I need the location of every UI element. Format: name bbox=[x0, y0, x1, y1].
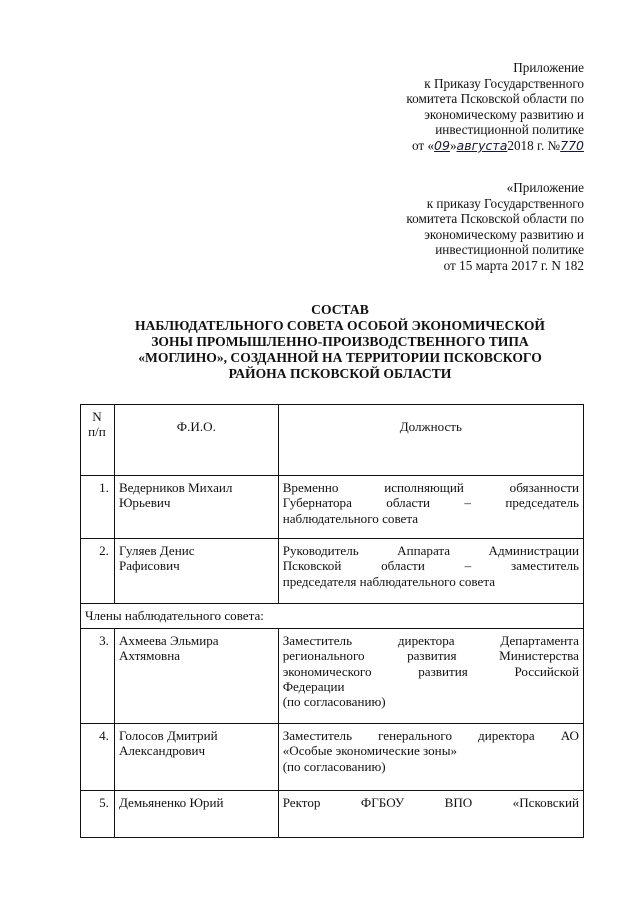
title-line: ЗОНЫ ПРОМЫШЛЕННО-ПРОИЗВОДСТВЕННОГО ТИПА bbox=[151, 334, 529, 349]
position-line: (по согласованию) bbox=[282, 758, 386, 774]
position-line: Руководитель Аппарата Администрации bbox=[282, 543, 579, 558]
table-row bbox=[81, 724, 584, 791]
document-title bbox=[60, 302, 620, 382]
handwritten-number: 770 bbox=[560, 137, 584, 153]
name-line: Рафисович bbox=[118, 558, 180, 574]
appendix-line: экономическому развитию и bbox=[424, 106, 584, 122]
prior-appendix-line: от 15 марта 2017 г. N 182 bbox=[443, 257, 584, 273]
handwritten-day: 09 bbox=[434, 137, 450, 153]
row-position bbox=[278, 629, 583, 724]
table-group-row bbox=[81, 604, 584, 629]
name-line: Демьяненко Юрий bbox=[118, 795, 224, 810]
name-line: Ахтямовна bbox=[118, 648, 181, 664]
appendix-line: инвестиционной политике bbox=[435, 122, 584, 138]
row-name bbox=[114, 539, 278, 604]
title-line: НАБЛЮДАТЕЛЬНОГО СОВЕТА ОСОБОЙ ЭКОНОМИЧЕСКОЙ bbox=[134, 318, 545, 333]
prior-appendix-line: «Приложение bbox=[506, 180, 584, 195]
title-line: СОСТАВ bbox=[311, 302, 369, 317]
row-position bbox=[278, 539, 583, 604]
appendix-line: комитета Псковской области по bbox=[406, 91, 584, 107]
appendix-block bbox=[406, 60, 584, 154]
order-date-line bbox=[406, 138, 584, 154]
position-line: экономического развития Российской bbox=[282, 663, 579, 679]
prior-appendix-block bbox=[406, 180, 584, 274]
prior-appendix-line: к приказу Государственного bbox=[426, 195, 584, 211]
table-row bbox=[81, 539, 584, 604]
name-line: Юрьевич bbox=[118, 495, 171, 511]
council-table bbox=[80, 404, 584, 838]
position-line: Ректор ФГБОУ ВПО «Псковский bbox=[282, 795, 579, 810]
name-line: Гуляев Денис bbox=[118, 543, 195, 558]
title-line: РАЙОНА ПСКОВСКОЙ ОБЛАСТИ bbox=[228, 366, 452, 381]
table-row bbox=[81, 629, 584, 724]
header-name: Ф.И.О. bbox=[114, 405, 278, 476]
handwritten-month: августа bbox=[456, 137, 508, 153]
row-position bbox=[278, 724, 583, 791]
table-row bbox=[81, 791, 584, 838]
header-num bbox=[81, 405, 115, 476]
position-line: регионального развития Министерства bbox=[282, 648, 579, 664]
header-num-line: N bbox=[92, 409, 102, 424]
position-line: Псковской области – заместитель bbox=[282, 558, 579, 574]
prior-appendix-line: экономическому развитию и bbox=[424, 226, 584, 242]
title-line: «МОГЛИНО», СОЗДАННОЙ НА ТЕРРИТОРИИ ПСКОВСКОГО bbox=[138, 350, 542, 365]
table-header-row bbox=[81, 405, 584, 476]
table-row bbox=[81, 476, 584, 539]
position-line: «Особые экономические зоны» bbox=[282, 743, 458, 759]
position-line: Губернатора области – председатель bbox=[282, 495, 579, 511]
row-name bbox=[114, 476, 278, 539]
name-line: Ведерников Михаил bbox=[118, 480, 233, 495]
row-num: 2. bbox=[81, 539, 115, 604]
row-position bbox=[278, 791, 583, 838]
name-line: Ахмеева Эльмира bbox=[118, 633, 219, 648]
group-label: Члены наблюдательного совета: bbox=[81, 604, 584, 629]
position-line: (по согласованию) bbox=[282, 694, 386, 710]
position-line: Федерации bbox=[282, 678, 345, 694]
date-prefix: от « bbox=[411, 137, 435, 153]
position-line: Временно исполняющий обязанности bbox=[282, 480, 579, 495]
row-name bbox=[114, 629, 278, 724]
position-line: Заместитель генерального директора АО bbox=[282, 728, 579, 743]
order-year-text: 2018 г. № bbox=[507, 137, 561, 153]
header-num-line: п/п bbox=[88, 424, 106, 440]
row-num: 5. bbox=[81, 791, 115, 838]
row-position bbox=[278, 476, 583, 539]
position-line: наблюдательного совета bbox=[282, 510, 419, 526]
row-num: 1. bbox=[81, 476, 115, 539]
name-line: Голосов Дмитрий bbox=[118, 728, 218, 743]
position-line: председателя наблюдательного совета bbox=[282, 573, 496, 589]
row-name bbox=[114, 791, 278, 838]
prior-appendix-line: инвестиционной политике bbox=[435, 242, 584, 258]
row-num: 3. bbox=[81, 629, 115, 724]
row-name bbox=[114, 724, 278, 791]
appendix-line: к Приказу Государственного bbox=[424, 75, 584, 91]
name-line: Александрович bbox=[118, 743, 206, 759]
header-position: Должность bbox=[278, 405, 583, 476]
date-mid: » bbox=[449, 137, 457, 153]
position-line: Заместитель директора Департамента bbox=[282, 633, 579, 648]
row-num: 4. bbox=[81, 724, 115, 791]
prior-appendix-line: комитета Псковской области по bbox=[406, 211, 584, 227]
appendix-line: Приложение bbox=[513, 60, 584, 75]
